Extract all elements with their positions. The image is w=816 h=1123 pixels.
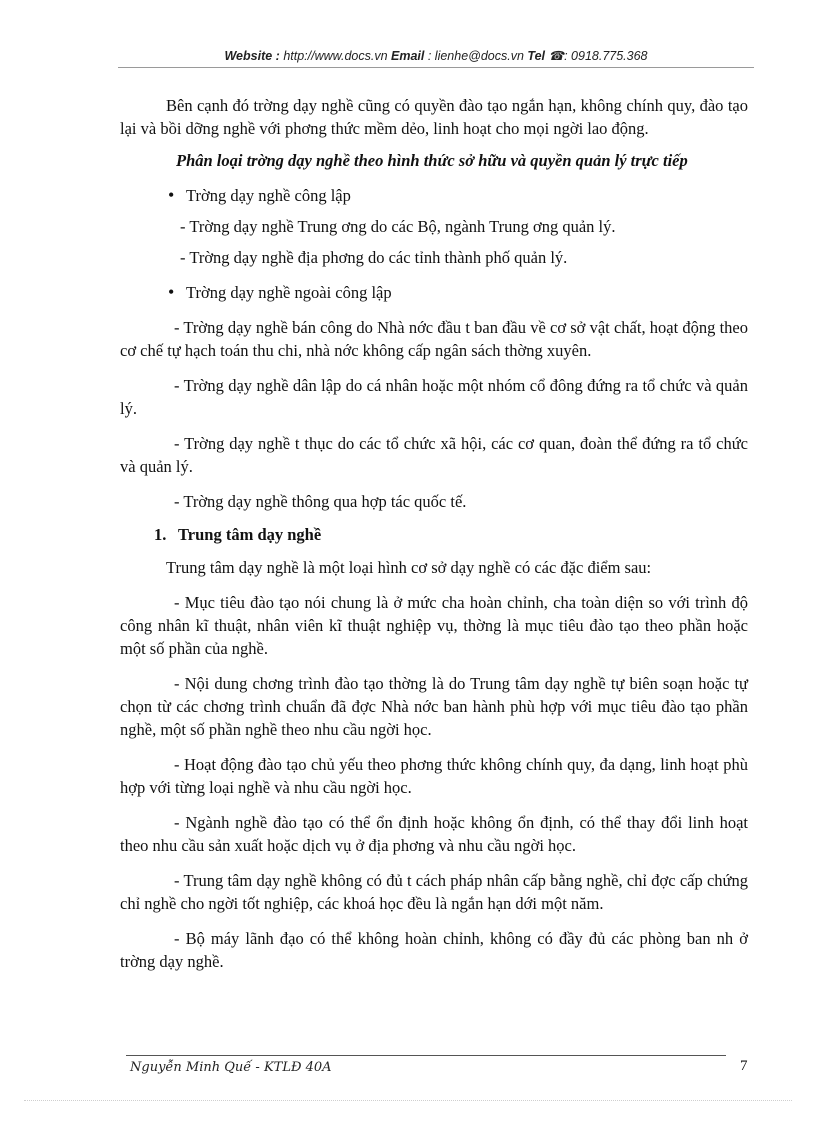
page-boundary <box>24 1100 792 1101</box>
list-item: - Trờng dạy nghề thông qua hợp tác quốc tế. <box>174 492 467 511</box>
list-item: - Trờng dạy nghề Trung ơng do các Bộ, ngành Trung ơng quản lý. <box>180 217 616 236</box>
list-item: - Trờng dạy nghề dân lập do cá nhân hoặc một nhóm cổ đông đứng ra tổ chức và quản lý. <box>120 376 748 418</box>
tel-label: Tel <box>527 49 546 63</box>
bullet-icon: • <box>168 185 175 205</box>
subheading: Phân loại trờng dạy nghề theo hình thức sở hữu và quyền quản lý trực tiếp <box>176 151 688 170</box>
email-value: : lienhe@docs.vn <box>427 49 524 63</box>
section-title: Trung tâm dạy nghề <box>178 525 322 544</box>
page-header <box>120 48 752 63</box>
section-number: 1. <box>154 525 167 544</box>
website-label: Website : <box>224 49 280 63</box>
list-item: - Hoạt động đào tạo chủ yếu theo phơng thức không chính quy, đa dạng, linh hoạt phù hợp với từng loại nghề và nhu cầu ngời học. <box>120 755 748 797</box>
phone-icon: ☎ <box>548 49 565 63</box>
paragraph: Trung tâm dạy nghề là một loại hình cơ sở dạy nghề có các đặc điểm sau: <box>166 558 652 577</box>
bullet-icon: • <box>168 282 175 302</box>
list-item: - Trung tâm dạy nghề không có đủ t cách pháp nhân cấp bằng nghề, chỉ đợc cấp chứng chỉ nghề cho ngời tốt nghiệp, các khoá học đều là ngắn hạn dới một năm. <box>120 871 748 913</box>
bullet-item <box>120 184 748 207</box>
tel-value: : 0918.775.368 <box>564 49 648 63</box>
paragraph: Bên cạnh đó trờng dạy nghề cũng có quyền đào tạo ngắn hạn, không chính quy, đào tạo lại và bồi dỡng nghề với phơng thức mềm dẻo, linh hoạt cho mọi ngời lao động. <box>120 96 748 138</box>
bullet-text: Trờng dạy nghề công lập <box>186 186 351 205</box>
document-body <box>120 94 748 973</box>
list-item: - Trờng dạy nghề địa phơng do các tỉnh thành phố quản lý. <box>180 248 568 267</box>
footer-divider <box>126 1055 726 1056</box>
bullet-text: Trờng dạy nghề ngoài công lập <box>186 283 392 302</box>
website-url: http://www.docs.vn <box>283 49 388 63</box>
page-number: 7 <box>740 1058 748 1074</box>
section-heading <box>120 523 748 546</box>
list-item: - Mục tiêu đào tạo nói chung là ở mức cha hoàn chỉnh, cha toàn diện so với trình độ công nhân kĩ thuật, nhân viên kĩ thuật nghiệp vụ, thờng là mục tiêu đào tạo theo phần hoặc một số phần của nghề. <box>120 593 748 658</box>
bullet-item <box>120 281 748 304</box>
list-item: - Trờng dạy nghề t thục do các tổ chức xã hội, các cơ quan, đoàn thể đứng ra tổ chức và quản lý. <box>120 434 748 476</box>
list-item: - Ngành nghề đào tạo có thể ổn định hoặc không ổn định, có thể thay đổi linh hoạt theo nhu cầu sản xuất hoặc dịch vụ ở địa phơng và nhu cầu ngời học. <box>120 813 748 855</box>
footer-author: Nguyễn Minh Quế - KTLĐ 40A <box>130 1060 332 1075</box>
email-label: Email <box>391 49 425 63</box>
header-divider <box>118 67 754 68</box>
list-item: - Nội dung chơng trình đào tạo thờng là do Trung tâm dạy nghề tự biên soạn hoặc tự chọn từ các chơng trình chuẩn đã đợc Nhà nớc ban hành phù hợp với mục tiêu đào tạo phần nghề, một số phần nghề theo nhu cầu ngời học. <box>120 674 748 739</box>
list-item: - Trờng dạy nghề bán công do Nhà nớc đầu t ban đầu về cơ sở vật chất, hoạt động theo cơ chế tự hạch toán thu chi, nhà nớc không cấp ngân sách thờng xuyên. <box>120 318 748 360</box>
list-item: - Bộ máy lãnh đạo có thể không hoàn chỉnh, không có đầy đủ các phòng ban nh ở trờng dạy nghề. <box>120 929 748 971</box>
